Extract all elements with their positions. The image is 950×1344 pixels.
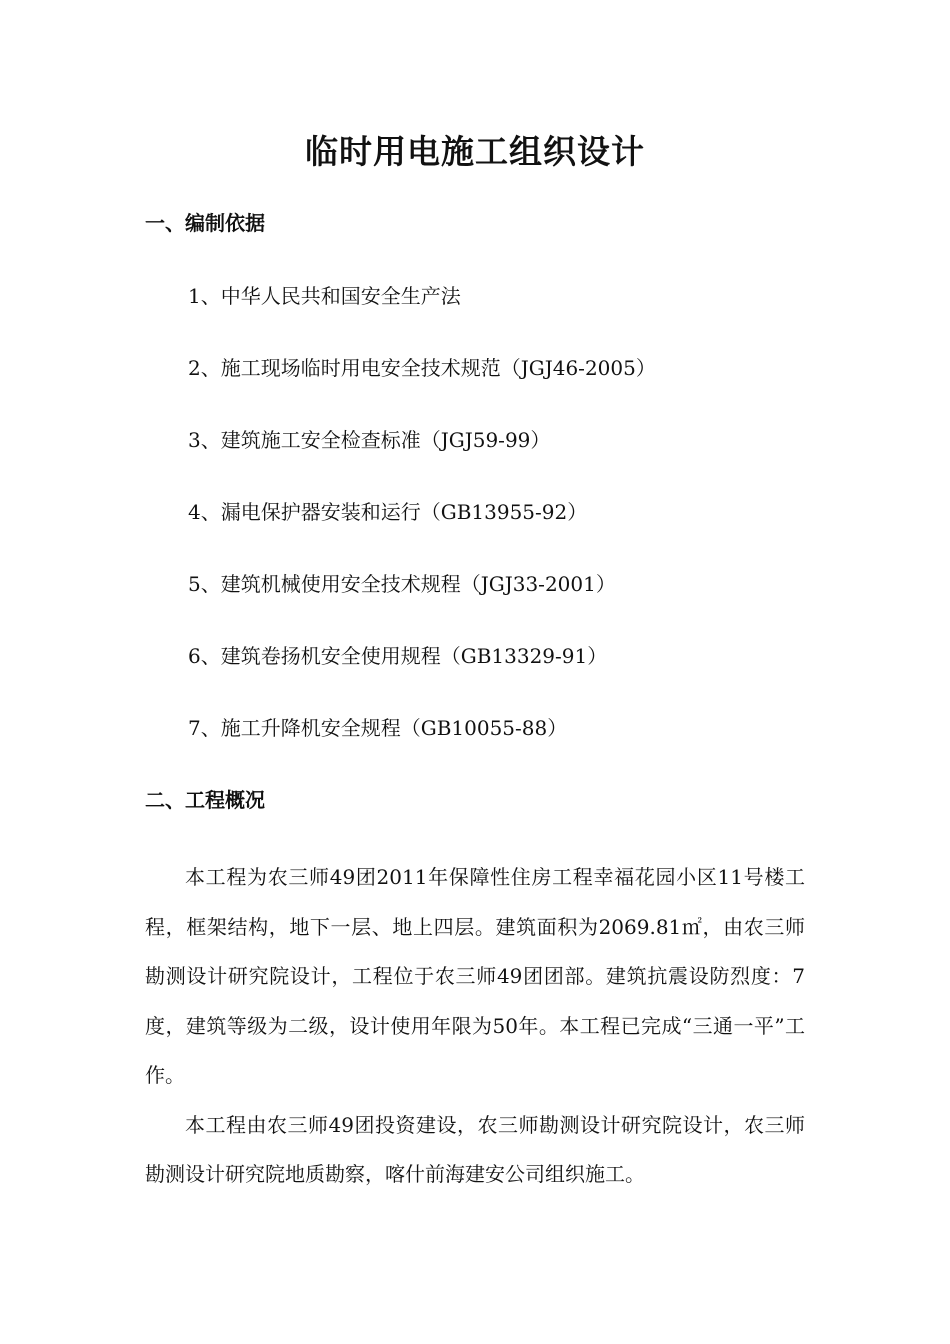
section-heading-basis: 一、编制依据 bbox=[145, 211, 265, 235]
list-item: 6、建筑卷扬机安全使用规程（GB13329-91） bbox=[188, 644, 608, 668]
list-item: 1、中华人民共和国安全生产法 bbox=[188, 284, 461, 308]
overview-paragraph: 本工程为农三师49团2011年保障性住房工程幸福花园小区11号楼工程，框架结构，地下一层、地上四层。建筑面积为2069.81㎡，由农三师勘测设计研究院设计，工程位于农三师49团团部。建筑抗震设防烈度：7度，建筑等级为二级，设计使用年限为50年。本工程已完成“三通一平”工作。 bbox=[145, 865, 805, 1087]
reference-list bbox=[188, 278, 656, 782]
overview-paragraph: 本工程由农三师49团投资建设，农三师勘测设计研究院设计，农三师勘测设计研究院地质勘察，喀什前海建安公司组织施工。 bbox=[145, 1112, 805, 1186]
list-item: 4、漏电保护器安装和运行（GB13955-92） bbox=[188, 500, 588, 524]
list-item: 3、建筑施工安全检查标准（JGJ59-99） bbox=[188, 428, 551, 452]
list-item: 5、建筑机械使用安全技术规程（JGJ33-2001） bbox=[188, 572, 616, 596]
overview-body bbox=[145, 853, 805, 1200]
list-item: 7、施工升降机安全规程（GB10055-88） bbox=[188, 716, 568, 740]
page-title: 临时用电施工组织设计 bbox=[305, 132, 645, 171]
section-heading-overview: 二、工程概况 bbox=[145, 788, 265, 812]
list-item: 2、施工现场临时用电安全技术规范（JGJ46-2005） bbox=[188, 356, 656, 380]
